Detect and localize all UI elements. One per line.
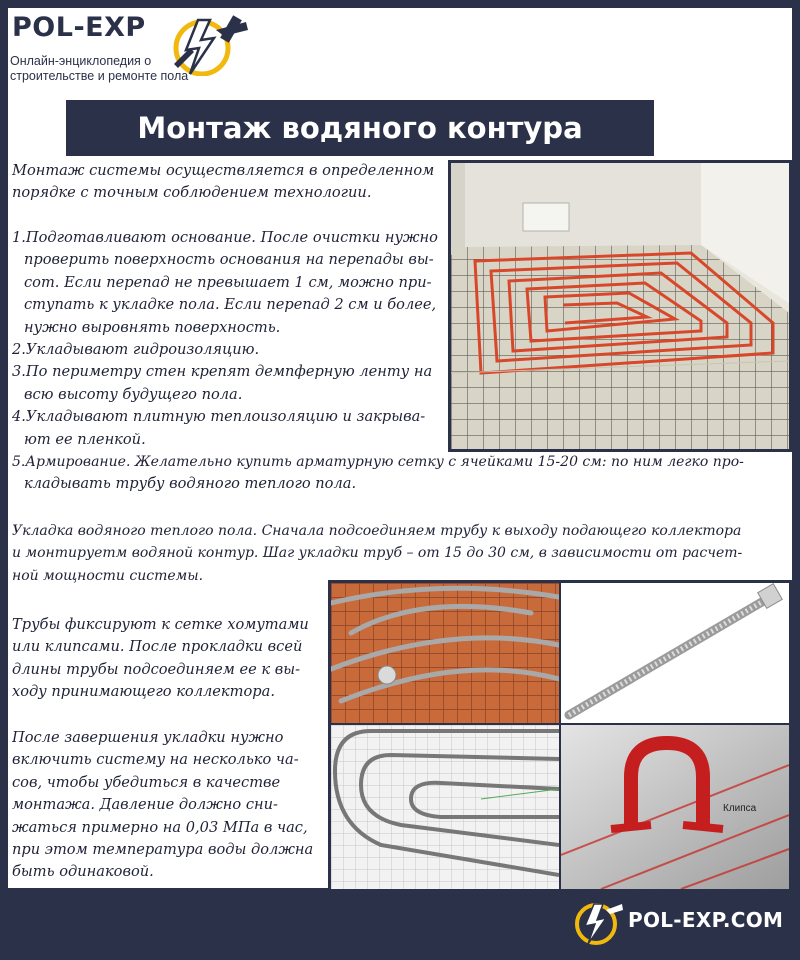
step-line: 5.Армирование. Желательно купить арматурную сетку с ячейками 15-20 см: по ним легко про- (12, 454, 744, 471)
testing-line: жаться примерно на 0,03 МПа в час, (12, 818, 308, 836)
step-item-3 (12, 361, 442, 406)
fixing-line: длины трубы подсоединяем ее к вы- (12, 660, 301, 678)
step-line: 2.Укладывают гидроизоляцию. (12, 341, 260, 359)
photo-pipe-loop-mesh (331, 725, 559, 889)
photo-cable-tie (561, 583, 789, 723)
brand-tagline-line2: строительстве и ремонте пола (10, 69, 189, 83)
laying-line: ной мощности системы. (12, 567, 204, 584)
laying-paragraph (12, 520, 792, 587)
step-line: нужно выровнять поверхность. (24, 318, 281, 336)
step-line: ют ее пленкой. (24, 430, 146, 448)
cable-tie-illustration (561, 583, 789, 723)
intro-paragraph (12, 160, 442, 205)
testing-line: монтажа. Давление должно сни- (12, 796, 278, 814)
testing-paragraph (12, 727, 324, 884)
laying-line: и монтируетм водяной контур. Шаг укладки труб – от 15 до 30 см, в зависимости от расчет- (12, 545, 743, 562)
page-title: Монтаж водяного контура (137, 111, 583, 145)
step-line: 1.Подготавливают основание. После очистки нужно (12, 229, 438, 246)
fixing-line: или клипсами. После прокладки всей (12, 638, 303, 656)
step-item-4 (12, 406, 442, 451)
step-line: ступать к укладке пола. Если перепад 2 см и более, (24, 296, 437, 314)
step-line: сот. Если перепад не превышает 1 см, можно при- (24, 273, 432, 291)
step-line: 4.Укладывают плитную теплоизоляцию и закрыва- (12, 408, 426, 426)
brand-logo[interactable] (8, 8, 258, 94)
pipes-tiles-illustration (331, 583, 559, 723)
pipe-loop-illustration (331, 725, 559, 889)
room-illustration (451, 163, 789, 449)
content-panel (8, 8, 792, 888)
intro-line: порядке с точным соблюдением технологии. (12, 184, 372, 202)
brand-tagline-line1: Онлайн-энциклопедия о (10, 54, 152, 68)
step-line: всю высоту будущего пола. (24, 385, 243, 403)
fixing-line: ходу принимающего коллектора. (12, 683, 275, 701)
footer-logo-icon[interactable] (572, 896, 624, 948)
testing-line: быть одинаковой. (12, 863, 154, 881)
step-item-1 (12, 227, 442, 339)
photo-red-clip (561, 725, 789, 889)
footer-site-link[interactable]: POL-EXP.COM (628, 908, 784, 932)
photo-grid-fixing (328, 580, 792, 892)
testing-line: После завершения укладки нужно (12, 729, 284, 746)
fixing-paragraph (12, 614, 324, 704)
laying-line: Укладка водяного теплого пола. Сначала подсоединяем трубу к выходу подающего коллектора (12, 523, 742, 539)
step-line: проверить поверхность основания на перепады вы- (24, 251, 434, 269)
brand-name: POL-EXP (12, 12, 146, 43)
photo-floor-heating-room (448, 160, 792, 452)
intro-line: Монтаж системы осуществляется в определенном (12, 162, 435, 179)
logo-lightning-hammer-icon (166, 12, 252, 76)
testing-line: сов, чтобы убедиться в качестве (12, 773, 281, 791)
testing-line: включить систему на несколько ча- (12, 751, 299, 769)
fixing-line: Трубы фиксируют к сетке хомутами (12, 616, 309, 633)
clip-label: Клипса (723, 803, 757, 814)
testing-line: при этом температура воды должна (12, 841, 314, 859)
step-line: кладывать трубу водяного теплого пола. (24, 475, 357, 493)
step-line: 3.По периметру стен крепят демпферную ленту на (12, 363, 433, 381)
step-item-5 (12, 451, 788, 496)
photo-pipes-on-tiles (331, 583, 559, 723)
title-bar (66, 100, 654, 156)
